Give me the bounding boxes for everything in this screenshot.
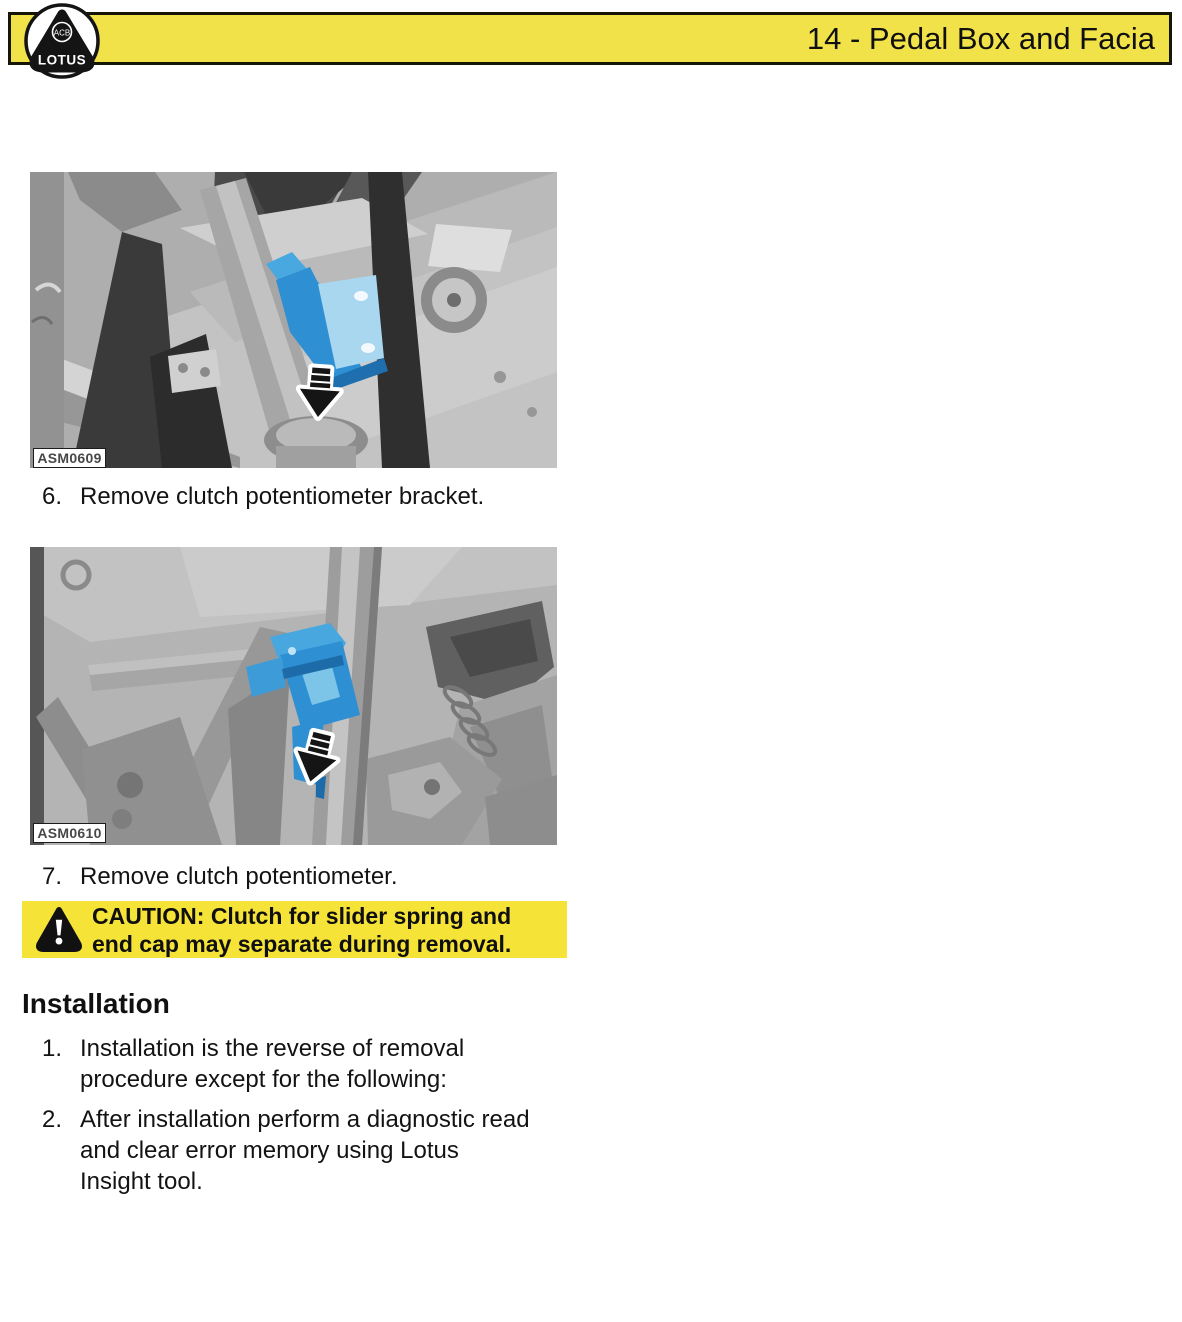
logo-brand-text: LOTUS bbox=[37, 52, 87, 68]
list-line: Installation is the reverse of removal bbox=[80, 1035, 465, 1062]
step-6 bbox=[42, 481, 587, 512]
logo-monogram: ACB bbox=[53, 28, 71, 38]
figure-label: ASM0610 bbox=[33, 823, 106, 843]
list-line: procedure except for the following: bbox=[80, 1066, 447, 1093]
figure-asm0609 bbox=[30, 172, 557, 468]
step-number: 7. bbox=[42, 863, 63, 890]
caution-text bbox=[92, 901, 567, 958]
caution-line-1: CAUTION: Clutch for slider spring and bbox=[92, 903, 512, 929]
installation-heading: Installation bbox=[22, 988, 170, 1019]
step-7 bbox=[42, 861, 587, 892]
step-number: 6. bbox=[42, 483, 63, 510]
list-number: 1. bbox=[42, 1035, 63, 1062]
list-line: Insight tool. bbox=[80, 1168, 203, 1195]
list-text bbox=[80, 1104, 530, 1197]
caution-box bbox=[22, 901, 567, 958]
caution-line-2: end cap may separate during removal. bbox=[92, 931, 512, 957]
lotus-logo-icon bbox=[23, 2, 101, 80]
page-title: 14 - Pedal Box and Facia bbox=[806, 20, 1155, 56]
installation-step-1 bbox=[42, 1033, 587, 1095]
list-line: After installation perform a diagnostic read bbox=[80, 1106, 530, 1133]
illustration-clutch-potentiometer-bracket bbox=[30, 172, 557, 468]
installation-step-2 bbox=[42, 1104, 587, 1197]
step-text: Remove clutch potentiometer bracket. bbox=[80, 483, 485, 510]
figure-asm0610 bbox=[30, 547, 557, 845]
list-line: and clear error memory using Lotus bbox=[80, 1137, 459, 1164]
illustration-clutch-potentiometer bbox=[30, 547, 557, 845]
header-bar bbox=[8, 12, 1172, 65]
warning-triangle-icon bbox=[33, 905, 85, 954]
list-text bbox=[80, 1033, 464, 1095]
figure-label: ASM0609 bbox=[33, 448, 106, 468]
step-text: Remove clutch potentiometer. bbox=[80, 863, 398, 890]
lotus-logo-graphic bbox=[23, 2, 101, 80]
list-number: 2. bbox=[42, 1106, 63, 1133]
